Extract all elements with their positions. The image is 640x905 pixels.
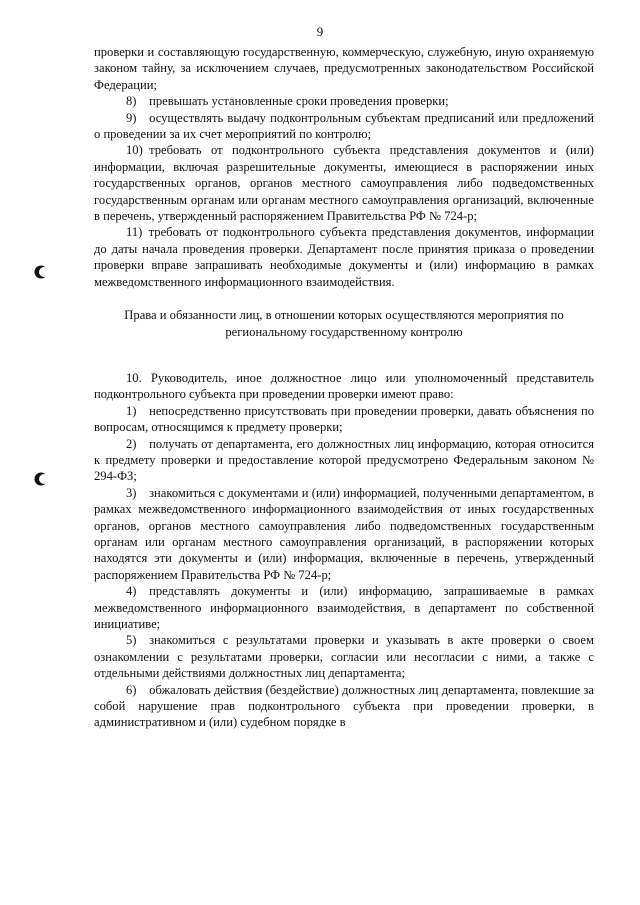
- paragraph-continuation: проверки и составляющую государственную, коммерческую, служебную, иную охраняемую законом тайну, за исключением случаев, предусмотренных законодательством Российской Федерации;: [94, 45, 594, 92]
- right-item-2: 2) получать от департамента, его должностных лиц информацию, которая относится к предмету проверки и предоставление которой предусмотрено Федеральным законом № 294-ФЗ;: [94, 436, 594, 484]
- list-item-10: 10) требовать от подконтрольного субъекта представления документов и (или) информации, включая разрешительные документы, имеющиеся в распоряжении иных государственных органов, органов местного самоуправления либо подведомственных государственным органам или органам местного самоуправления организаций, включенные в перечень, утвержденный распоряжением Правительства РФ № 724-р;: [94, 143, 594, 224]
- section-heading: Права и обязанности лиц, в отношении которых осуществляются мероприятия по региональному государственному контролю: [124, 308, 564, 339]
- punch-hole-icon: [34, 265, 48, 279]
- list-item-11: 11) требовать от подконтрольного субъекта представления документов, информации до даты начала проведения проверки. Департамент после принятия приказа о проведении проверки вправе запрашивать необходимые документы и (или) информацию в рамках межведомственного информационного взаимодействия.: [94, 225, 594, 289]
- page-number: 9: [316, 24, 324, 39]
- list-item-8: 8) превышать установленные сроки проведения проверки;: [126, 94, 449, 109]
- list-item-9: 9) осуществлять выдачу подконтрольным субъектам предписаний или предложений о проведении за их счет мероприятий по контролю;: [94, 110, 594, 142]
- right-item-4: 4) представлять документы и (или) информацию, запрашиваемые в рамках межведомственного информационного взаимодействия, в департамент по собственной инициативе;: [94, 584, 594, 631]
- document-body: [94, 44, 594, 731]
- clause-10: 10. Руководитель, иное должностное лицо или уполномоченный представитель подконтрольного субъекта при проведении проверки имеют право:: [94, 370, 594, 402]
- punch-hole-icon: [34, 472, 48, 486]
- right-item-3: 3) знакомиться с документами и (или) информацией, полученными департаментом, в рамках межведомственного информационного взаимодействия от иных государственных органов, органов местного самоуправления либо подведомственных государственным органам или органам местного самоуправления организаций, в распоряжении которых находятся эти документы и (или) информация, включенные в перечень, утвержденный распоряжением Правительства РФ № 724-р;: [94, 485, 594, 582]
- right-item-6: 6) обжаловать действия (бездействие) должностных лиц департамента, повлекшие за собой нарушение прав подконтрольного субъекта при проведении проверки, в административном и (или) судебном порядке в: [94, 682, 594, 730]
- right-item-5: 5) знакомиться с результатами проверки и указывать в акте проверки о своем ознакомлении с результатами проверки, согласии или несогласии с ними, а также с отдельными действиями должностных лиц департамента;: [94, 633, 594, 681]
- right-item-1: 1) непосредственно присутствовать при проведении проверки, давать объяснения по вопросам, относящимся к предмету проверки;: [94, 403, 594, 435]
